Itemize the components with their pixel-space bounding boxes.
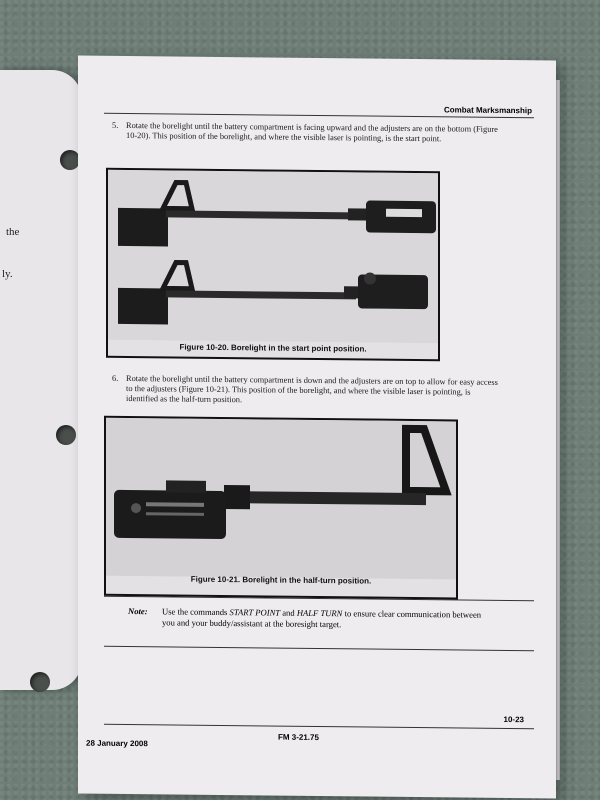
note-command-half-turn: HALF TURN (296, 607, 343, 619)
manual-id: FM 3-21.75 (278, 732, 319, 743)
left-page-fragment: the (6, 226, 20, 238)
figure-caption: Figure 10-20. Borelight in the start point position. (179, 342, 367, 354)
figure-10-21 (104, 416, 458, 600)
publication-date: 28 January 2008 (86, 738, 148, 749)
step-5 (112, 120, 498, 145)
page-header: Combat Marksmanship (443, 105, 532, 116)
note-command-start-point: START POINT (229, 607, 281, 618)
manual-page (78, 55, 556, 798)
figure-caption: Figure 10-21. Borelight in the half-turn position. (190, 574, 372, 586)
step-text: Rotate the borelight until the battery compartment is facing upward and the adjusters are on the bottom (Figure 10-20). This position of the borelight, and where the visible laser is pointing, is the start point. (126, 120, 498, 144)
note-bottom-rule (104, 646, 534, 652)
binder-hole (56, 425, 76, 445)
note-text (162, 606, 496, 631)
step-number: 5. (112, 120, 119, 130)
step-number: 6. (112, 373, 119, 383)
footer-rule (104, 724, 534, 730)
borelight-start-photo (108, 170, 438, 343)
page-number: 10-23 (503, 714, 524, 725)
note-text-part: and (280, 607, 297, 618)
left-page-fragment: ly. (2, 268, 13, 280)
binder-hole (30, 672, 50, 692)
figure-10-20 (106, 168, 440, 361)
note-label: Note: (128, 606, 148, 617)
binder-hole (60, 150, 80, 170)
borelight-halfturn-photo (106, 418, 456, 580)
note-text-part: Use the commands (162, 606, 230, 618)
note-text-part: to ensure clear communication between you and your buddy/assistant at the boresight target. (162, 608, 482, 630)
step-6 (112, 373, 498, 408)
note-block (128, 606, 496, 632)
step-text: Rotate the borelight until the battery compartment is down and the adjusters are on top to allow for easy access to the adjusters (Figure 10-21). This position of the borelight, and where the visible laser is pointing, is identified as the half-turn position. (126, 373, 498, 405)
